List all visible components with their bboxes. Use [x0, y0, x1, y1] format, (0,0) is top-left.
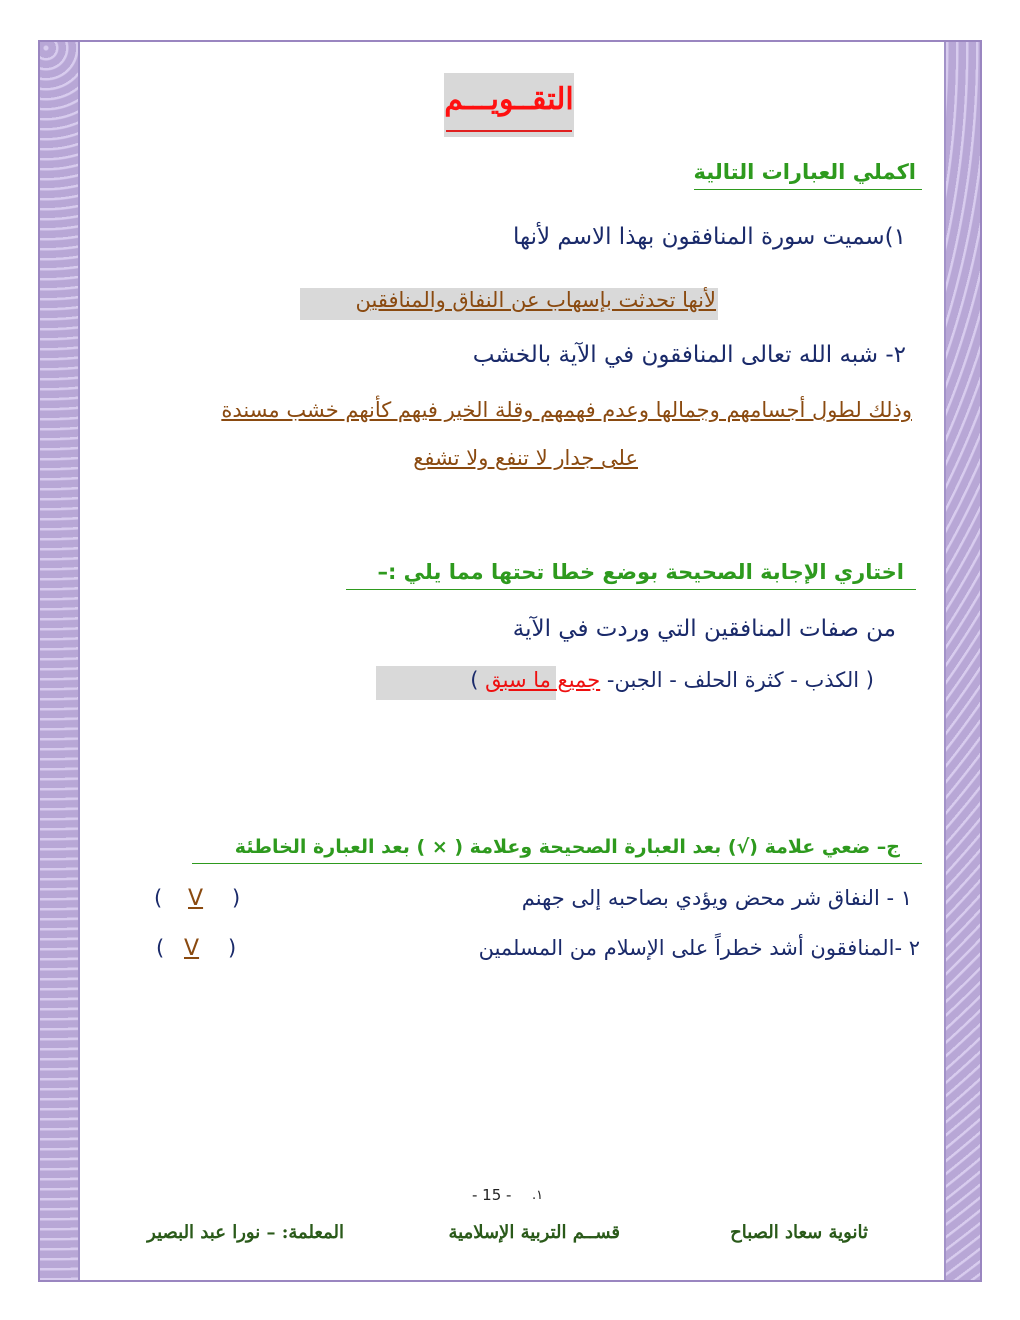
page-marker: ١.: [532, 1188, 544, 1203]
section2-question: من صفات المنافقين التي وردت في الآية: [512, 616, 896, 642]
statement-2-close-paren: (: [156, 936, 165, 960]
section3-heading: ج– ضعي علامة (√) بعد العبارة الصحيحة وعلامة ( × ) بعد العبارة الخاطئة: [234, 836, 900, 858]
options-line: [470, 668, 874, 692]
question-1: ١)سميت سورة المنافقون بهذا الاسم لأنها: [512, 224, 906, 250]
section2-heading-underline: [346, 589, 916, 590]
statement-1-check-mark: V: [188, 886, 204, 911]
statement-1-close-paren: (: [154, 886, 163, 910]
statement-2: ٢ -المنافقون أشد خطراً على الإسلام من المسلمين: [478, 936, 920, 960]
statement-2-check-mark: V: [184, 936, 200, 961]
statement-1-open-paren: ): [232, 886, 241, 910]
page-number: - 15 -: [472, 1186, 512, 1204]
answer-2-line-2: على جدار لا تنفع ولا تشفع: [413, 446, 638, 470]
section1-heading-underline: [694, 189, 922, 190]
options-prefix: ( الكذب - كثرة الحلف - الجبن-: [606, 668, 874, 692]
correct-option: جميع ما سبق: [485, 668, 601, 692]
section1-heading: اكملي العبارات التالية: [693, 160, 916, 184]
footer-teacher: المعلمة: – نورا عبد البصير: [147, 1222, 344, 1243]
statement-2-open-paren: ): [228, 936, 237, 960]
answer-2-line-1: وذلك لطول أجسامهم وجمالها وعدم فهمهم وقلة الخير فيهم كأنهم خشب مسندة: [221, 398, 912, 422]
footer-department: قســم التربية الإسلامية: [448, 1222, 620, 1243]
title-underline: [446, 130, 572, 132]
page-title: التقــويـــم: [444, 82, 574, 117]
options-suffix: ): [470, 668, 479, 692]
answer-1: لأنها تحدثت بإسهاب عن النفاق والمنافقين: [355, 288, 716, 312]
section2-heading: اختاري الإجابة الصحيحة بوضع خطا تحتها مما يلي :–: [377, 560, 904, 584]
statement-1: ١ - النفاق شر محض ويؤدي بصاحبه إلى جهنم: [521, 886, 912, 910]
footer-school: ثانوية سعاد الصباح: [730, 1222, 868, 1243]
section3-heading-underline: [192, 863, 922, 864]
question-2: ٢- شبه الله تعالى المنافقون في الآية بالخشب: [472, 342, 906, 368]
